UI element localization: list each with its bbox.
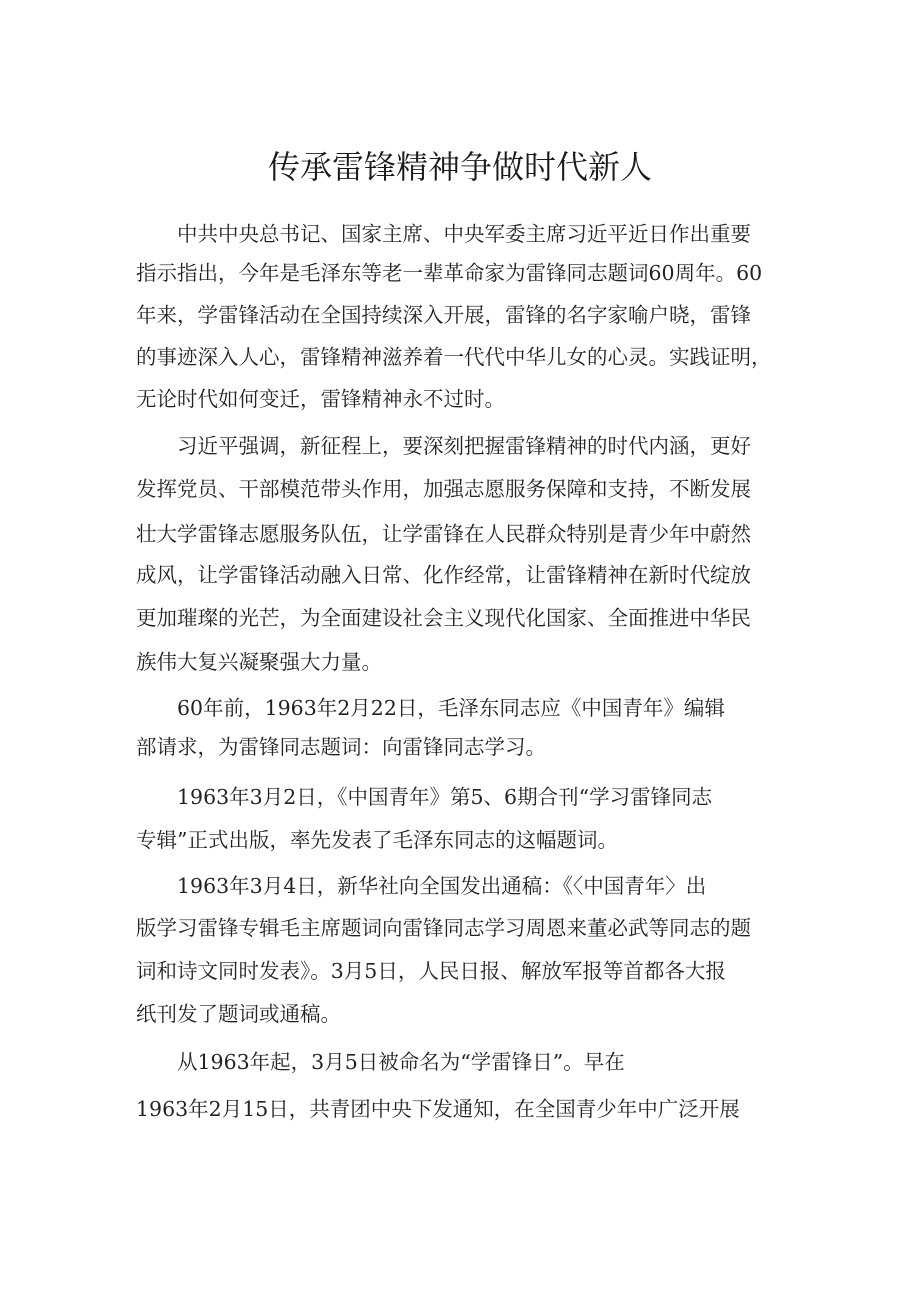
body-line: 1963年3月2日，《中国青年》第5、6期合刊“学习雷锋同志	[136, 785, 713, 809]
body-line: 1963年2月15日，共青团中央下发通知，在全国青少年中广泛开展	[136, 1097, 740, 1121]
body-line: 族伟大复兴凝聚强大力量。	[136, 650, 382, 674]
body-line: 纸刊发了题词或通稿。	[136, 1002, 341, 1026]
body-line: 无论时代如何变迁，雷锋精神永不过时。	[136, 387, 505, 411]
body-line: 发挥党员、干部模范带头作用，加强志愿服务保障和支持，不断发展	[136, 477, 751, 501]
body-line: 专辑”正式出版，率先发表了毛泽东同志的这幅题词。	[136, 828, 618, 852]
body-line: 年来，学雷锋活动在全国持续深入开展，雷锋的名字家喻户晓，雷锋	[136, 303, 751, 327]
body-line: 指示指出，今年是毛泽东等老一辈革命家为雷锋同志题词60周年。60	[136, 261, 763, 285]
body-line: 词和诗文同时发表》。3月5日，人民日报、解放军报等首都各大报	[136, 959, 726, 983]
body-line: 从1963年起，3月5日被命名为“学雷锋日”。早在	[136, 1050, 625, 1074]
body-line: 成风，让学雷锋活动融入日常、化作经常，让雷锋精神在新时代绽放	[136, 563, 751, 587]
body-line: 的事迹深入人心，雷锋精神滋养着一代代中华儿女的心灵。实践证明，	[136, 345, 772, 369]
body-line: 部请求，为雷锋同志题词：向雷锋同志学习。	[136, 735, 546, 759]
body-line: 更加璀璨的光芒，为全面建设社会主义现代化国家、全面推进中华民	[136, 606, 751, 630]
document-title: 传承雷锋精神争做时代新人	[267, 148, 652, 187]
body-line: 习近平强调，新征程上，要深刻把握雷锋精神的时代内涵，更好	[136, 434, 751, 458]
body-line: 中共中央总书记、国家主席、中央军委主席习近平近日作出重要	[136, 222, 751, 246]
body-line: 1963年3月4日，新华社向全国发出通稿：《〈中国青年〉出	[136, 874, 707, 898]
body-line: 版学习雷锋专辑毛主席题词向雷锋同志学习周恩来董必武等同志的题	[136, 916, 751, 940]
body-line: 壮大学雷锋志愿服务队伍，让学雷锋在人民群众特别是青少年中蔚然	[136, 522, 751, 546]
body-line: 60年前，1963年2月22日，毛泽东同志应《中国青年》编辑	[136, 696, 725, 720]
